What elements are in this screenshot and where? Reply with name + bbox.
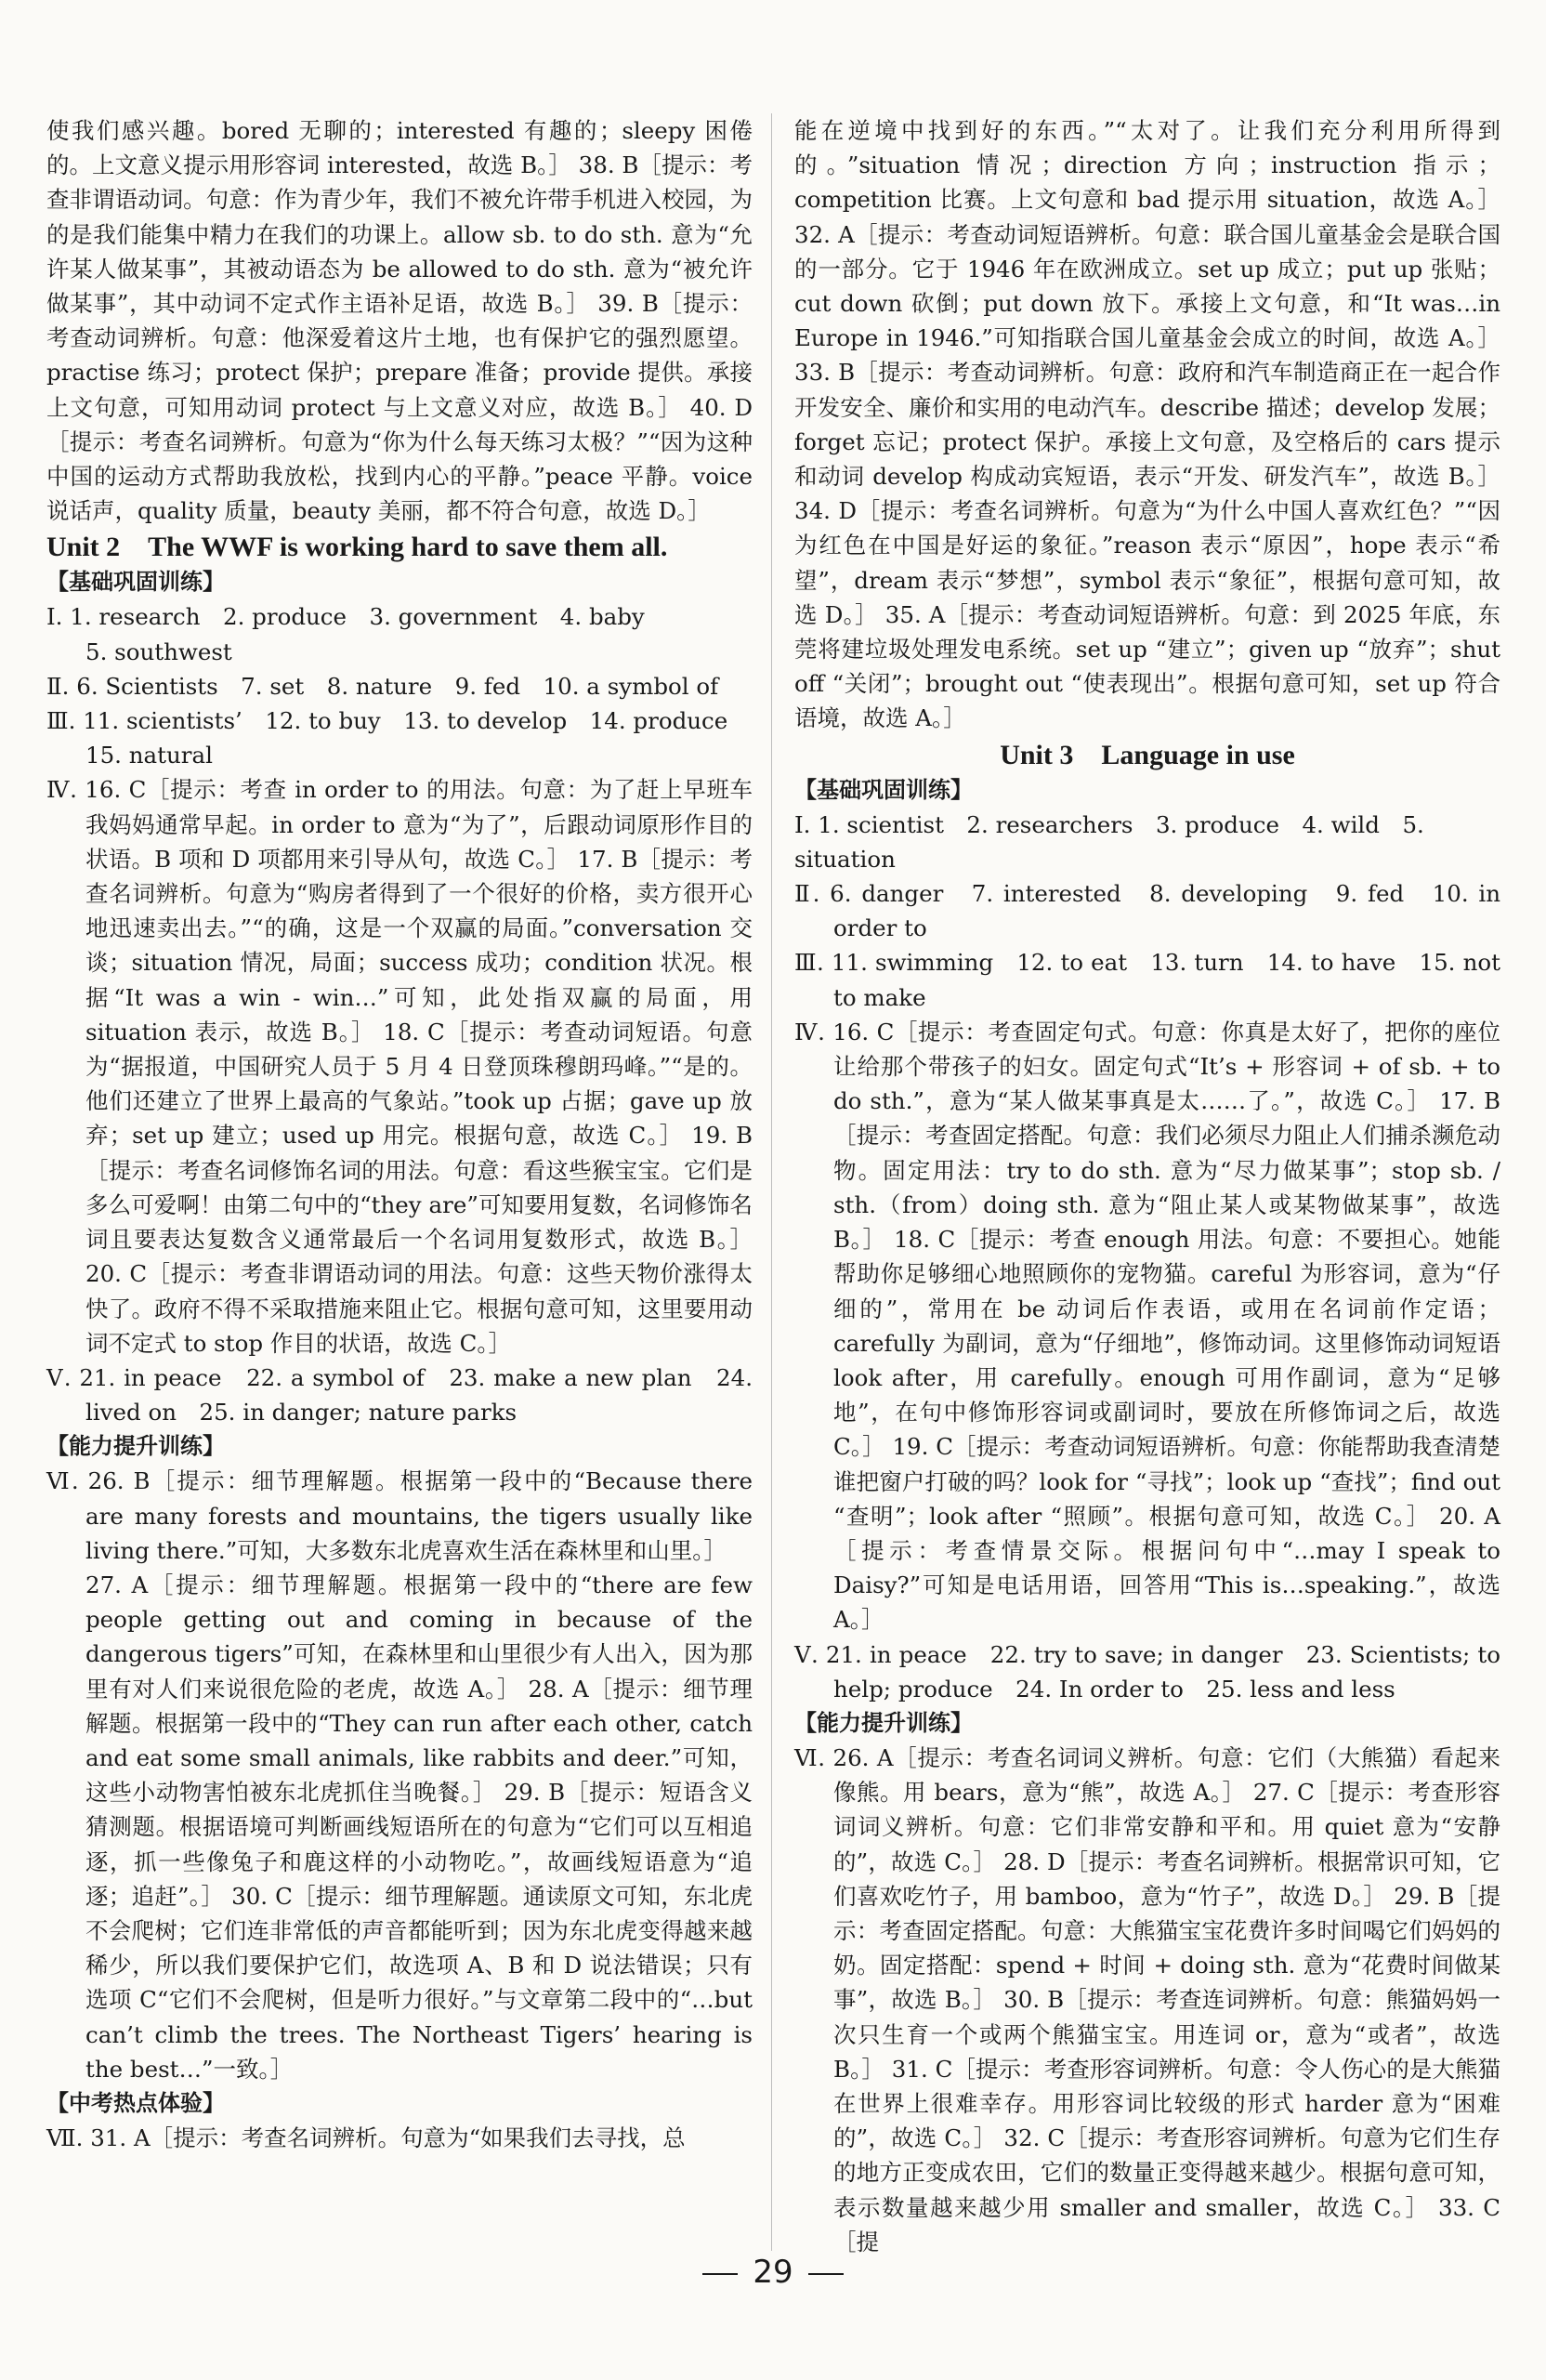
answer-section-5: Ⅴ. 21. in peace 22. try to save; in danger 23. Scientists; to help; produce 24. In order to 25. less and less <box>794 1640 1500 1703</box>
answer-paragraph: 能在逆境中找到好的东西。”“太对了。让我们充分利用所得到的。”situation 情况；direction 方向；instruction 指示；competition 比赛。上文句意和 bad 提示用 situation，故选 A。］ 32. A［提示：考查动词短语辨析。句意：联合国儿童基金会是联合国的一部分。它于 1946 年在欧洲成立。set up 成立；put up 张贴；cut down 砍倒；put down 放下。承接上文句意，和“It was…in Europe in 1946.”可知指联合国儿童基金会成立的时间，故选 A。］ 33. B［提示：考查动词辨析。句意：政府和汽车制造商正在一起合作开发安全、廉价和实用的电动汽车。describe 描述；develop 发展；forget 忘记；protect 保护。承接上文句意，及空格后的 cars 提示和动词 develop 构成动宾短语，表示“开发、研发汽车”，故选 B。］ 34. D［提示：考查名词辨析。句意为“为什么中国人喜欢红色？”“因为红色在中国是好运的象征。”reason 表示“原因”，hope 表示“希望”，dream 表示“梦想”，symbol 表示“象征”，根据句意可知，故选 D。］ 35. A［提示：考查动词短语辨析。句意：到 2025 年底，东莞将建垃圾处理发电系统。set up “建立”；given up “放弃”；shut off “关闭”；brought out “使表现出”。根据句意可知，set up 符合语境，故选 A。］ <box>794 117 1500 732</box>
answer-section-7: Ⅶ. 31. A［提示：考查名词辨析。句意为“如果我们去寻找，总 <box>46 2124 686 2151</box>
dash-right <box>808 2273 844 2275</box>
answer-row-3-cont: 15. natural <box>85 742 213 769</box>
answer-row-1: Ⅰ. 1. scientist 2. researchers 3. produce 4. wild 5. situation <box>794 810 1424 873</box>
answer-section-5: Ⅴ. 21. in peace 22. a symbol of 23. make a new plan 24. lived on 25. in danger; nature parks <box>46 1363 753 1427</box>
answer-section-4: Ⅳ. 16. C［提示：考查固定句式。句意：你真是太好了，把你的座位让给那个带孩子的妇女。固定句式“It’s + 形容词 + of sb. + to do sth.”，意为“某人做某事真是太……了。”，故选 C。］ 17. B［提示：考查固定搭配。句意：我们必须尽力阻止人们捕杀濒危动物。固定用法：try to do sth. 意为“尽力做某事”；stop sb. / sth.（from）doing sth. 意为“阻止某人或某物做某事”，故选 B。］ 18. C［提示：考查 enough 用法。句意：不要担心。她能帮助你足够细心地照顾你的宠物猫。careful 为形容词，意为“仔细的”，常用在 be 动词后作表语，或用在名词前作定语；carefully 为副词，意为“仔细地”，修饰动词。这里修饰动词短语 look after，用 carefully。enough 可用作副词，意为“足够地”，在句中修饰形容词或副词时，要放在所修饰词之后，故选 C。］ 19. C［提示：考查动词短语辨析。句意：你能帮助我查清楚谁把窗户打破的吗？look for “寻找”；look up “查找”；find out “查明”；look after “照顾”。根据句意可知，故选 C。］ 20. A［提示：考查情景交际。根据问句中“…may I speak to Daisy?”可知是电话用语，回答用“This is…speaking.”，故选 A。］ <box>794 1018 1500 1634</box>
section-label-basic: 【基础巩固训练】 <box>46 569 225 596</box>
answer-section-6: Ⅵ. 26. B［提示：细节理解题。根据第一段中的“Because there are many forests and mountains, the tigers usually like living there.”可知，大多数东北虎喜欢生活在森林里和山里。］ <box>46 1467 753 1564</box>
section-label-basic: 【基础巩固训练】 <box>794 776 973 803</box>
answer-section-6-cont: 27. A［提示：细节理解题。根据第一段中的“there are few people getting out and coming in because of the dangerous tigers”可知，在森林里和山里很少有人出入，因为那里有对人们来说很危险的老虎，故选 A。］ 28. A［提示：细节理解题。根据第一段中的“They can run after each other, catch and eat some small animals, like rabbits and deer.”可知，这些小动物害怕被东北虎抓住当晚餐。］ 29. B［提示：短语含义猜测题。根据语境可判断画线短语所在的句意为“它们可以互相追逐，抓一些像兔子和鹿这样的小动物吃。”，故画线短语意为“追逐；追赶”。］ 30. C［提示：细节理解题。通读原文可知，东北虎不会爬树；它们连非常低的声音都能听到；因为东北虎变得越来越稀少，所以我们要保护它们，故选项 A、B 和 D 说法错误；只有选项 C“它们不会爬树，但是听力很好。”与文章第二段中的“…but can’t climb the trees. The Northeast Tigers’ hearing is the best…”一致。］ <box>85 1571 753 2083</box>
answer-section-6: Ⅵ. 26. A［提示：考查名词词义辨析。句意：它们（大熊猫）看起来像熊。用 bears，意为“熊”，故选 A。］ 27. C［提示：考查形容词词义辨析。句意：它们非常安静和平和。用 quiet 意为“安静的”，故选 C。］ 28. D［提示：考查名词辨析。根据常识可知，它们喜欢吃竹子，用 bamboo，意为“竹子”，故选 D。］ 29. B［提示：考查固定搭配。句意：大熊猫宝宝花费许多时间喝它们妈妈的奶。固定搭配：spend + 时间 + doing sth. 意为“花费时间做某事”，故选 B。］ 30. B［提示：考查连词辨析。句意：熊猫妈妈一次只生育一个或两个熊猫宝宝。用连词 or，意为“或者”，故选 B。］ 31. C［提示：考查形容词辨析。句意：令人伤心的是大熊猫在世界上很难幸存。用形容词比较级的形式 harder 意为“困难的”，故选 C。］ 32. C［提示：考查形容词辨析。句意为它们生存的地方正变成农田，它们的数量正变得越来越少。根据句意可知，表示数量越来越少用 smaller and smaller，故选 C。］ 33. C［提 <box>794 1743 1501 2255</box>
page-number-text: 29 <box>753 2254 793 2291</box>
answer-row-2: Ⅱ. 6. Scientists 7. set 8. nature 9. fed 10. a symbol of <box>46 672 719 700</box>
column-divider <box>771 113 772 2251</box>
unit-2-heading: Unit 2 The WWF is working hard to save them all. <box>46 532 668 563</box>
page-number <box>0 2253 1546 2292</box>
answer-row-3: Ⅲ. 11. scientists’ 12. to buy 13. to develop 14. produce <box>46 707 728 735</box>
answer-row-1: Ⅰ. 1. research 2. produce 3. government 4. baby <box>46 603 645 631</box>
answer-row-2: Ⅱ. 6. danger 7. interested 8. developing 9. fed 10. in order to <box>794 880 1500 942</box>
answer-paragraph: 使我们感兴趣。bored 无聊的；interested 有趣的；sleepy 困倦的。上文意义提示用形容词 interested，故选 B。］ 38. B［提示：考查非谓语动词。句意：作为青少年，我们不被允许带手机进入校园，为的是我们能集中精力在我们的功课上。allow sb. to do sth. 意为“允许某人做某事”，其被动语态为 be allowed to do sth. 意为“被允许做某事”，其中动词不定式作主语补足语，故选 B。］ 39. B［提示：考查动词辨析。句意：他深爱着这片土地，也有保护它的强烈愿望。practise 练习；protect 保护；prepare 准备；provide 提供。承接上文句意，可知用动词 protect 与上文意义对应，故选 B。］ 40. D［提示：考查名词辨析。句意为“你为什么每天练习太极？”“因为这种中国的运动方式帮助我放松，找到内心的平静。”peace 平静。voice 说话声，quality 质量，beauty 美丽，都不符合句意，故选 D。］ <box>46 117 753 525</box>
section-label-ability: 【能力提升训练】 <box>46 1433 225 1460</box>
left-column <box>46 113 753 2155</box>
section-label-exam: 【中考热点体验】 <box>46 2089 225 2116</box>
right-column <box>794 113 1500 2259</box>
answer-row-1-cont: 5. southwest <box>85 638 232 665</box>
answer-section-4: Ⅳ. 16. C［提示：考查 in order to 的用法。句意：为了赶上早班车我妈妈通常早起。in order to 意为“为了”，后跟动词原形作目的状语。B 项和 D 项都用来引导从句，故选 C。］ 17. B［提示：考查名词辨析。句意为“购房者得到了一个很好的价格，卖方很开心地迅速卖出去。”“的确，这是一个双赢的局面。”conversation 交谈；situation 情况，局面；success 成功；condition 状况。根据“It was a win - win…”可知，此处指双赢的局面，用 situation 表示，故选 B。］ 18. C［提示：考查动词短语。句意为“据报道，中国研究人员于 5 月 4 日登顶珠穆朗玛峰。”“是的。他们还建立了世界上最高的气象站。”took up 占据；gave up 放弃；set up 建立；used up 用完。根据句意，故选 C。］ 19. B［提示：考查名词修饰名词的用法。句意：看这些猴宝宝。它们是多么可爱啊！由第二句中的“they are”可知要用复数，名词修饰名词且要表达复数含义通常最后一个名词用复数形式，故选 B。］ 20. C［提示：考查非谓语动词的用法。句意：这些天物价涨得太快了。政府不得不采取措施来阻止它。根据句意可知，这里要用动词不定式 to stop 作目的状语，故选 C。］ <box>46 776 753 1357</box>
dash-left <box>702 2273 738 2275</box>
answer-row-3: Ⅲ. 11. swimming 12. to eat 13. turn 14. to have 15. not to make <box>794 949 1500 1011</box>
section-label-ability: 【能力提升训练】 <box>794 1709 973 1736</box>
unit-3-heading: Unit 3 Language in use <box>1000 739 1295 770</box>
